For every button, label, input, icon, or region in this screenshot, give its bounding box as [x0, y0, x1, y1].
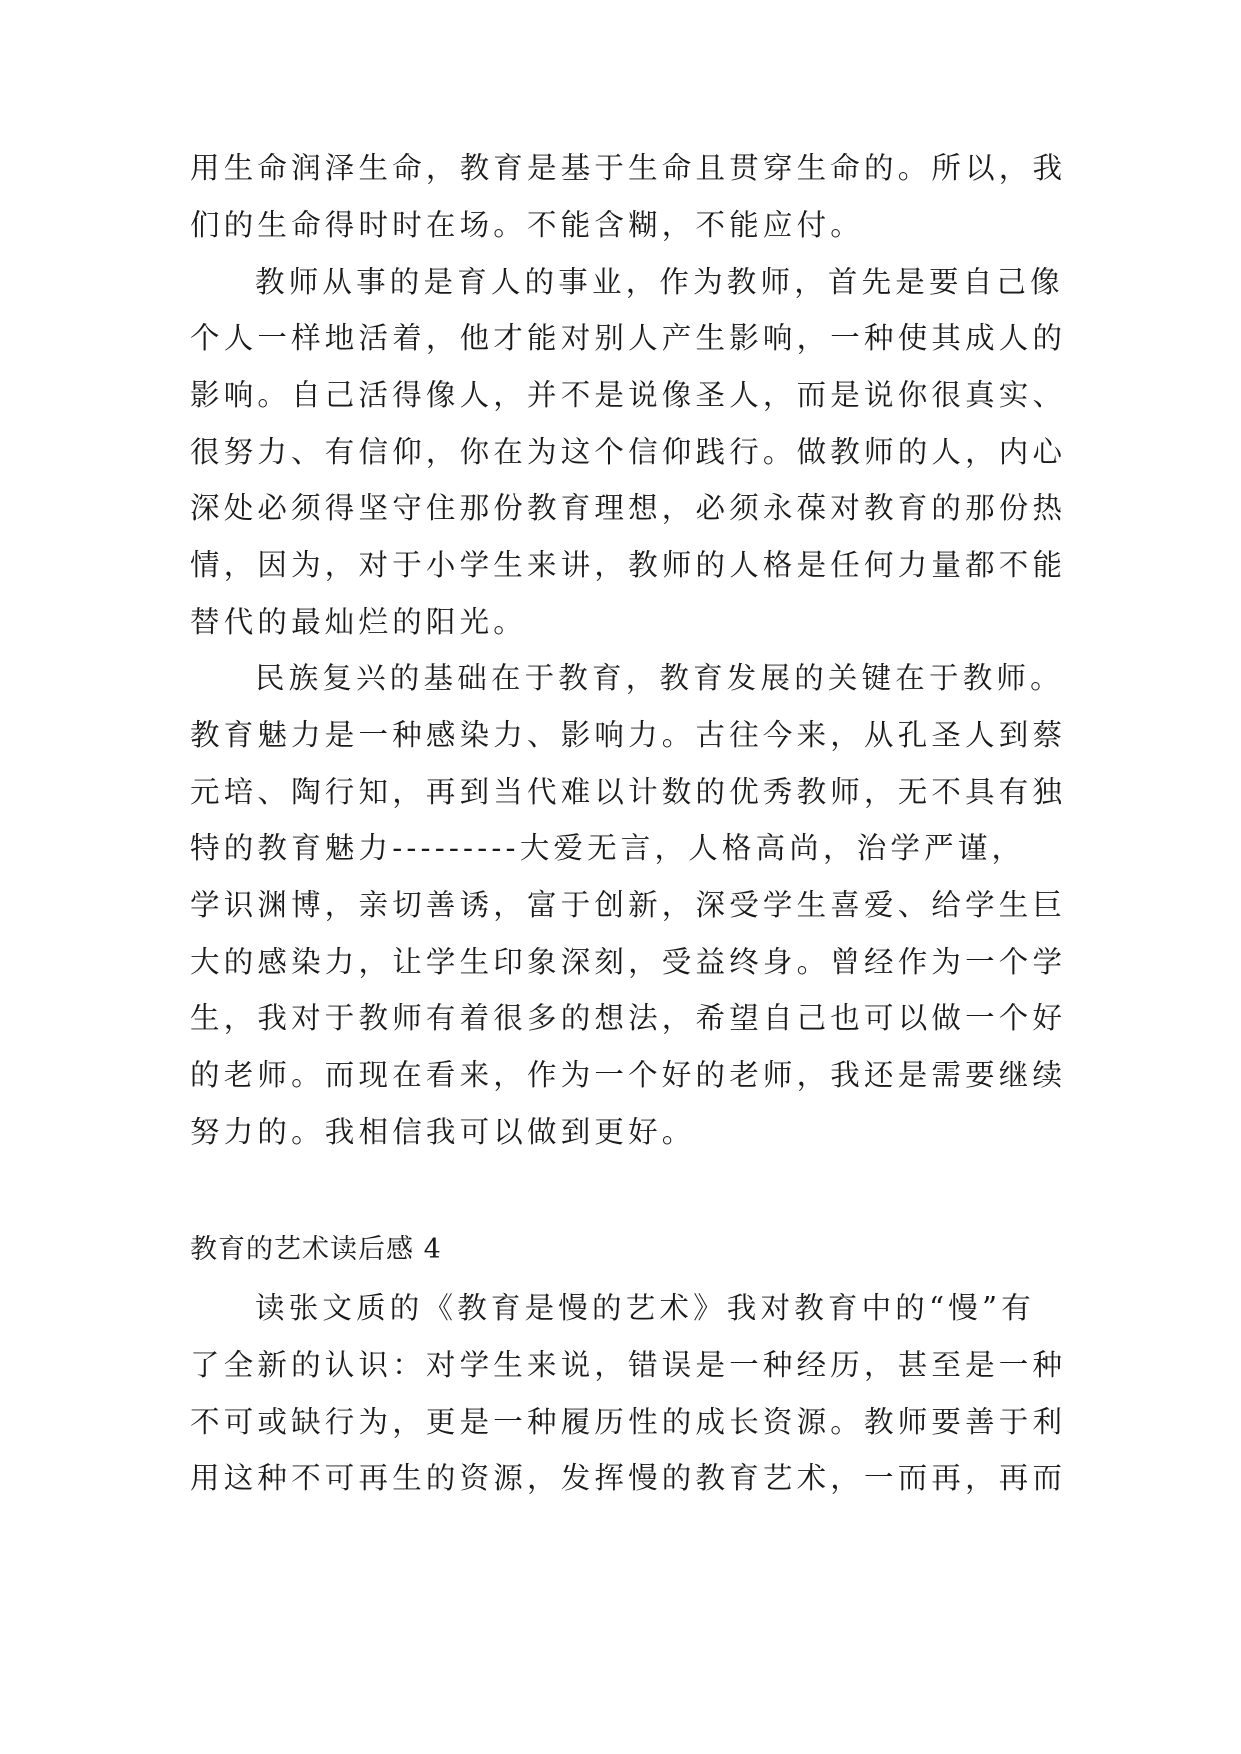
paragraph-3-line-2: 教育魅力是一种感染力、影响力。古往今来，从孔圣人到蔡 [190, 718, 1067, 752]
section-paragraph-line-1: 读张文质的《教育是慢的艺术》我对教育中的“慢”有 [255, 1291, 1035, 1325]
section-paragraph-line-4: 用这种不可再生的资源，发挥慢的教育艺术，一而再，再而 [190, 1461, 1067, 1495]
paragraph-3-line-7: 生，我对于教师有着很多的想法，希望自己也可以做一个好 [190, 1001, 1067, 1035]
paragraph-3-line-8: 的老师。而现在看来，作为一个好的老师，我还是需要继续 [190, 1058, 1067, 1092]
paragraph-3-line-6: 大的感染力，让学生印象深刻，受益终身。曾经作为一个学 [190, 945, 1067, 979]
paragraph-2-line-6: 情，因为，对于小学生来讲，教师的人格是任何力量都不能 [190, 548, 1067, 582]
paragraph-3-line-3: 元培、陶行知，再到当代难以计数的优秀教师，无不具有独 [190, 775, 1067, 809]
section-paragraph-line-3: 不可或缺行为，更是一种履历性的成长资源。教师要善于利 [190, 1405, 1067, 1439]
paragraph-2-line-5: 深处必须得坚守住那份教育理想，必须永葆对教育的那份热 [190, 491, 1067, 525]
paragraph-3-line-9: 努力的。我相信我可以做到更好。 [190, 1115, 696, 1149]
paragraph-2-line-3: 影响。自己活得像人，并不是说像圣人，而是说你很真实、 [190, 378, 1067, 412]
paragraph-2-line-7: 替代的最灿烂的阳光。 [190, 605, 528, 639]
paragraph-2-line-1: 教师从事的是育人的事业，作为教师，首先是要自己像 [255, 265, 1064, 299]
paragraph-2-line-4: 很努力、有信仰，你在为这个信仰践行。做教师的人，内心 [190, 435, 1067, 469]
paragraph-1-line-2: 们的生命得时时在场。不能含糊，不能应付。 [190, 208, 865, 242]
section-title: 教育的艺术读后感 4 [190, 1234, 442, 1265]
paragraph-3-line-4: 特的教育魅力---------大爱无言，人格高尚，治学严谨， [190, 831, 1026, 865]
paragraph-3-line-5: 学识渊博，亲切善诱，富于创新，深受学生喜爱、给学生巨 [190, 888, 1067, 922]
section-paragraph-line-2: 了全新的认识：对学生来说，错误是一种经历，甚至是一种 [190, 1348, 1067, 1382]
paragraph-3-line-1: 民族复兴的基础在于教育，教育发展的关键在于教师。 [255, 661, 1064, 695]
paragraph-2-line-2: 个人一样地活着，他才能对别人产生影响，一种使其成人的 [190, 321, 1067, 355]
paragraph-1-line-1: 用生命润泽生命，教育是基于生命且贯穿生命的。所以，我 [190, 151, 1067, 185]
